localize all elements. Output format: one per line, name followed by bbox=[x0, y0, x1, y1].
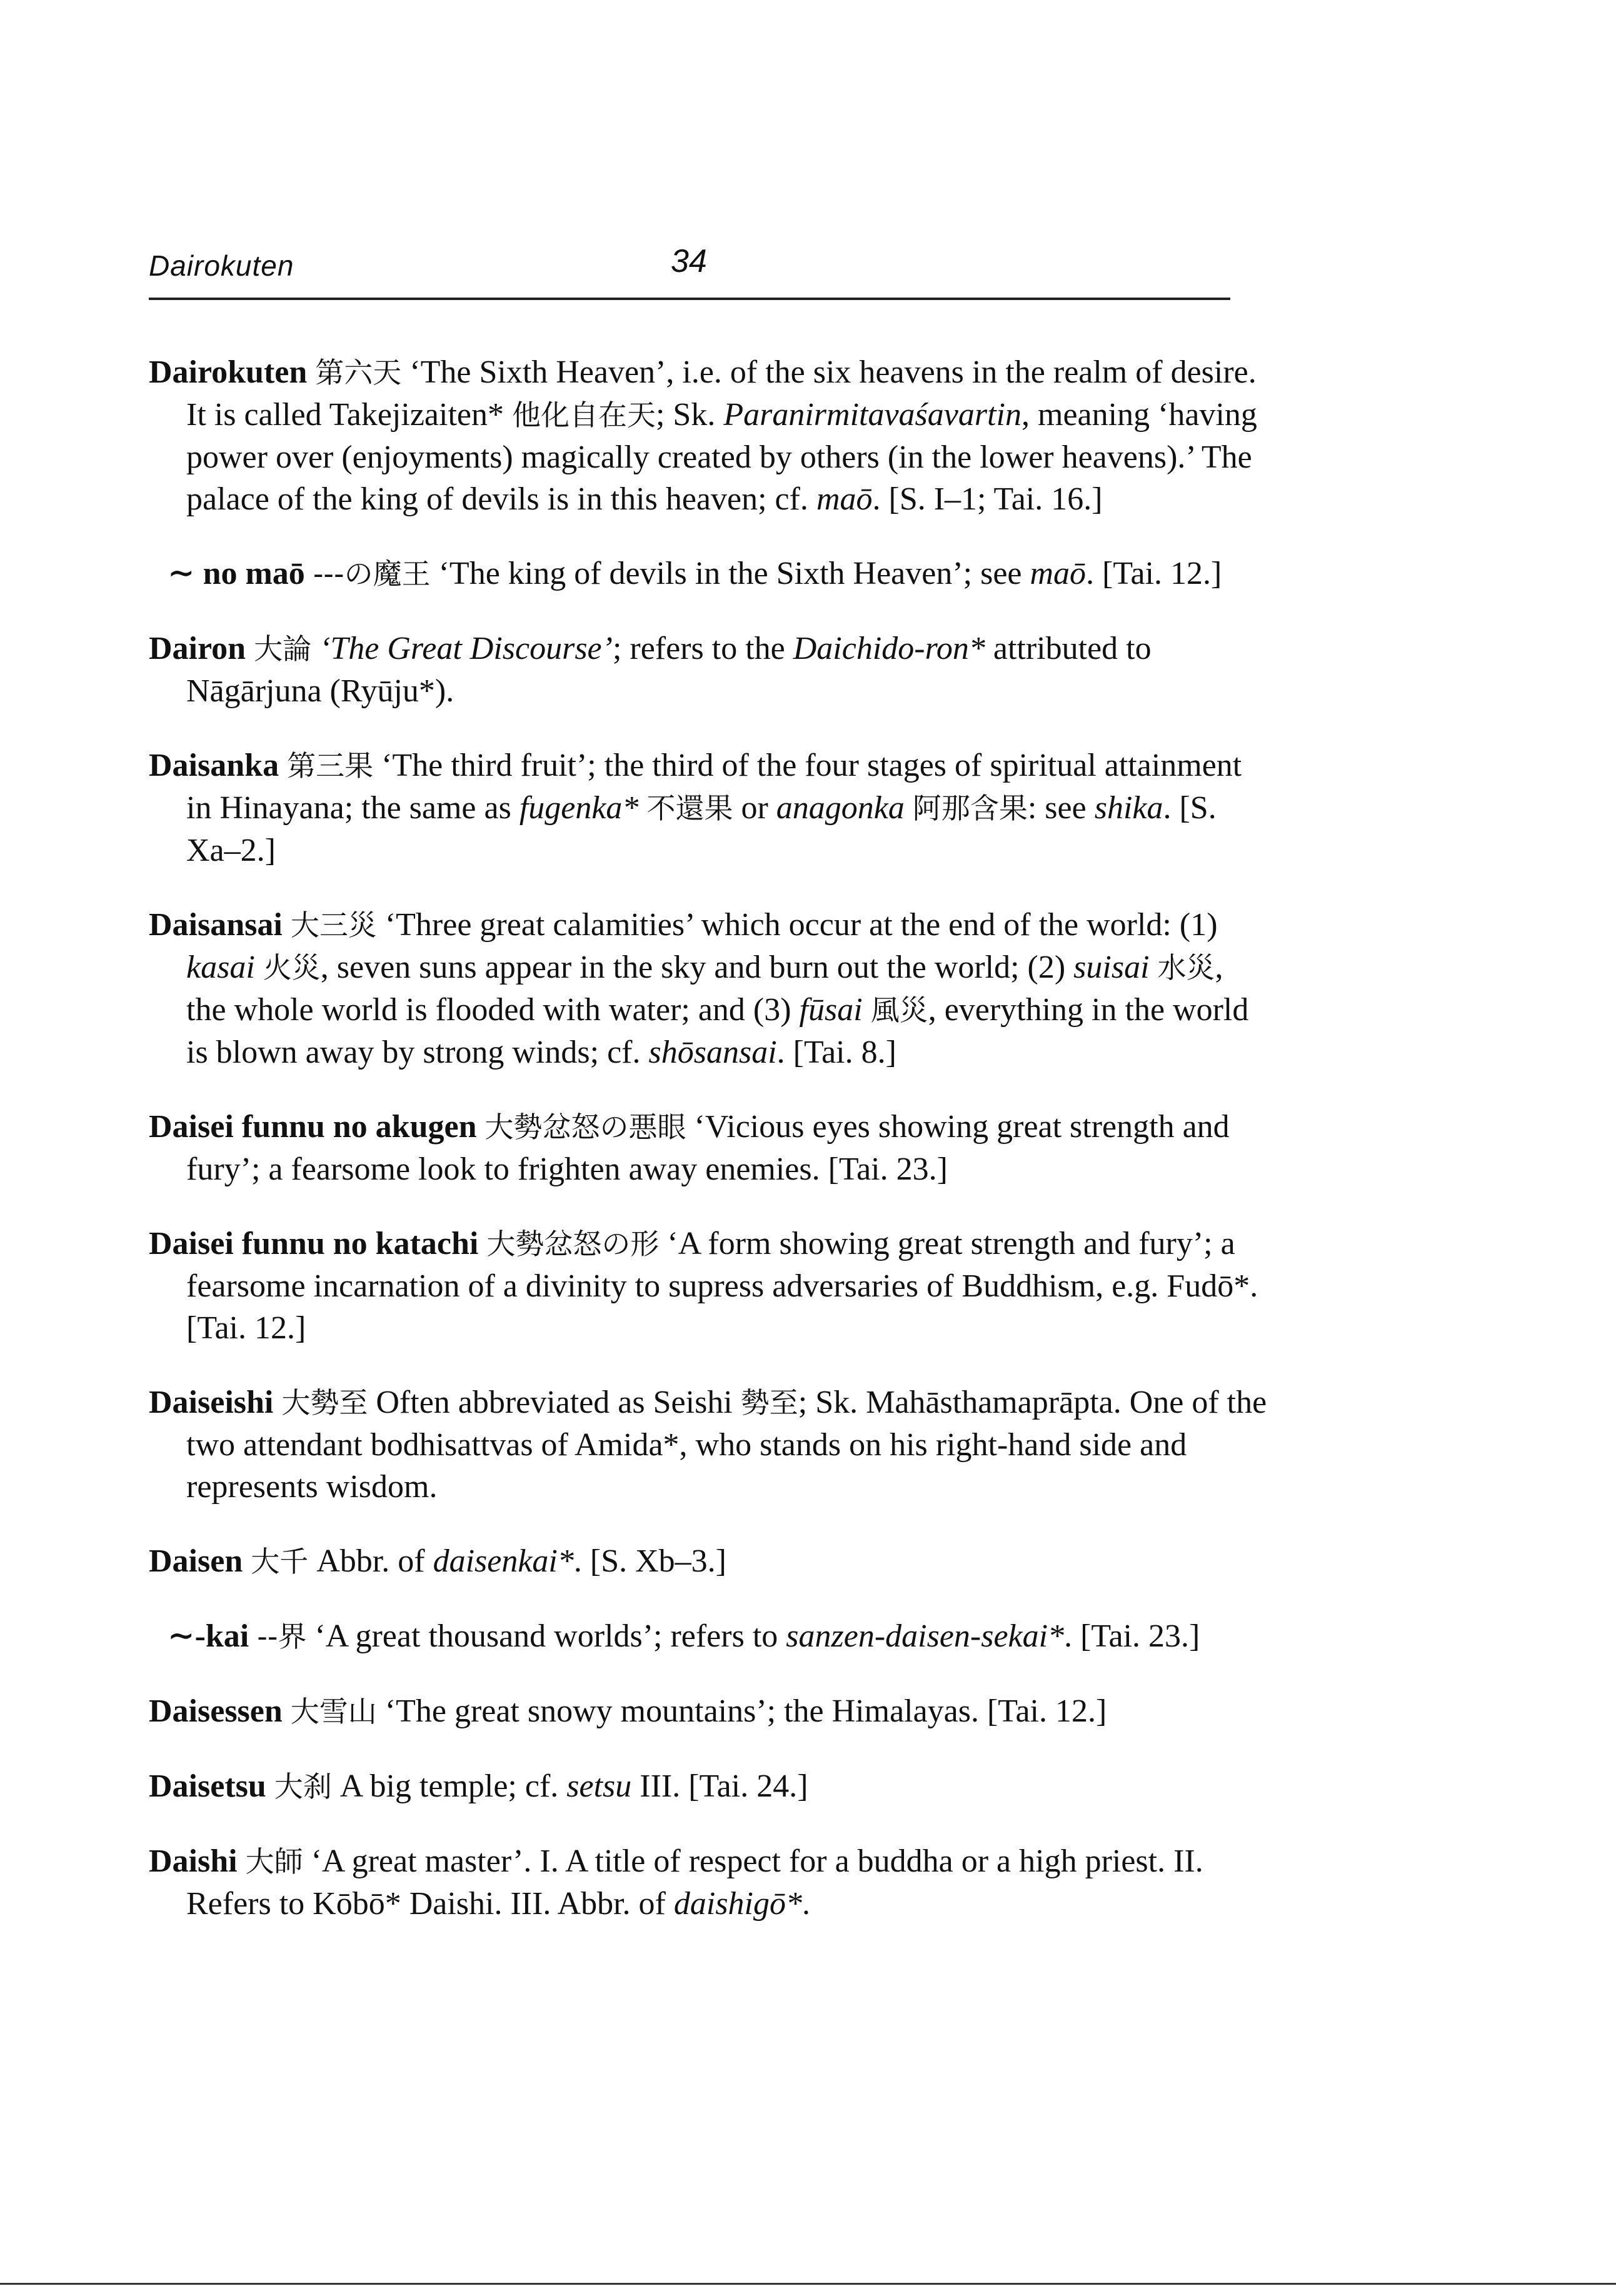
definition-text: ‘Three great calamities’ which occur at the end of the world: (1) bbox=[376, 907, 1218, 943]
headword: Daiseishi bbox=[149, 1385, 274, 1420]
headword: Daisetsu bbox=[149, 1768, 266, 1804]
headword-kanji: 大勢忿怒の悪眼 bbox=[484, 1110, 686, 1144]
italic-term: sanzen-daisen-sekai* bbox=[786, 1618, 1065, 1654]
page-number: 34 bbox=[671, 243, 707, 279]
italic-term: daishigō* bbox=[673, 1886, 803, 1922]
entry-dairokuten bbox=[149, 351, 1268, 520]
entry-daishi bbox=[149, 1840, 1268, 1925]
definition-text: A big temple; cf. bbox=[331, 1768, 567, 1804]
entry-daisei-funnu-no-akugen bbox=[149, 1106, 1268, 1190]
kanji-text: 阿那含果 bbox=[912, 791, 1028, 825]
scan-edge-line bbox=[0, 2283, 1616, 2285]
definition-text: ‘The great snowy mountains’; the Himalayas. [Tai. 12.] bbox=[376, 1693, 1107, 1729]
headword-kanji: ---の魔王 bbox=[313, 557, 431, 591]
headword: Daisei funnu no katachi bbox=[149, 1226, 479, 1261]
italic-term: maō bbox=[816, 481, 873, 517]
kanji-text: 不還果 bbox=[646, 791, 733, 825]
italic-term: maō bbox=[1030, 556, 1087, 591]
headword-kanji: --界 bbox=[257, 1620, 307, 1653]
headword-kanji: 大師 bbox=[245, 1845, 303, 1878]
italic-term: shōsansai bbox=[648, 1035, 777, 1070]
headword: Daisanka bbox=[149, 748, 279, 783]
page-header bbox=[149, 243, 1230, 305]
definition-text: . [S. Xa–2.] bbox=[186, 790, 1217, 868]
kanji-text: 勢至 bbox=[740, 1386, 798, 1420]
entry-daisetsu bbox=[149, 1765, 1268, 1808]
italic-term: Paranirmitavaśavartin bbox=[723, 397, 1022, 433]
headword-kanji: 大三災 bbox=[290, 908, 377, 942]
definition-text: . [S. I–1; Tai. 16.] bbox=[872, 481, 1103, 517]
definition-text: ; refers to the bbox=[612, 631, 793, 666]
headword: Daisessen bbox=[149, 1693, 283, 1729]
definition-text: . [Tai. 12.] bbox=[1086, 556, 1222, 591]
running-head: Dairokuten bbox=[149, 249, 294, 282]
definition-text: , meaning ‘having power over (enjoyments) magically created by others (in the lower heavens).’ The palace of the king of devils is in this heaven; cf. bbox=[186, 397, 1257, 517]
entry-daisessen bbox=[149, 1690, 1268, 1733]
italic-term: shika bbox=[1094, 790, 1163, 826]
italic-term: Daichido-ron* bbox=[793, 631, 985, 666]
headword: Dairokuten bbox=[149, 354, 308, 390]
definition-text: ‘Vicious eyes showing great strength and fury’; a fearsome look to frighten away enemies. [Tai. 23.] bbox=[186, 1109, 1230, 1187]
entry-daisen bbox=[149, 1540, 1268, 1583]
definition-text: ‘The king of devils in the Sixth Heaven’; see bbox=[430, 556, 1030, 591]
italic-term: fugenka* bbox=[519, 790, 639, 826]
definition-text: . [S. Xb–3.] bbox=[573, 1543, 726, 1579]
headword-kanji: 第三果 bbox=[287, 749, 374, 783]
headword-kanji: 大勢忿怒の形 bbox=[486, 1227, 660, 1261]
headword-kanji: 大千 bbox=[251, 1545, 309, 1578]
entry-daiseishi bbox=[149, 1381, 1268, 1508]
kanji-text: 火災 bbox=[263, 951, 321, 985]
header-rule bbox=[149, 298, 1230, 300]
entry-no-mao bbox=[168, 553, 1268, 595]
entry-daisei-funnu-no-katachi bbox=[149, 1223, 1268, 1349]
italic-term: kasai bbox=[186, 950, 255, 985]
headword: Dairon bbox=[149, 631, 246, 666]
kanji-text: 水災 bbox=[1157, 951, 1215, 985]
entry-daisanka bbox=[149, 744, 1268, 871]
headword: ∼ no maō bbox=[168, 556, 305, 591]
definition-text: : see bbox=[1027, 790, 1095, 826]
entry-dairon bbox=[149, 628, 1268, 712]
definition-text: Abbr. of bbox=[308, 1543, 433, 1579]
headword-kanji: 第六天 bbox=[315, 356, 402, 389]
headword-kanji: 大刹 bbox=[274, 1770, 332, 1803]
definition-text: , the whole world is flooded with water; and (3) bbox=[186, 950, 1223, 1028]
italic-term: ‘The Great Discourse’ bbox=[319, 631, 613, 666]
definition-text: . bbox=[802, 1886, 811, 1922]
entry-kai bbox=[168, 1615, 1268, 1658]
definition-text: , everything in the world is blown away by strong winds; cf. bbox=[186, 992, 1249, 1070]
headword-kanji: 大雪山 bbox=[290, 1695, 377, 1728]
definition-text: ‘A great master’. I. A title of respect for a buddha or a high priest. II. Refers to Kōbō* Daishi. III. Abbr. of bbox=[186, 1843, 1203, 1922]
headword-kanji: 大勢至 bbox=[281, 1386, 368, 1420]
definition-text: ; Sk. Mahāsthamaprāpta. One of the two attendant bodhisattvas of Amida*, who stands on his right-hand side and represents wisdom. bbox=[186, 1385, 1267, 1505]
definition-text: III. [Tai. 24.] bbox=[631, 1768, 808, 1804]
definition-text: or bbox=[733, 790, 776, 826]
headword: Daisen bbox=[149, 1543, 243, 1579]
definition-text: attributed to Nāgārjuna (Ryūju*). bbox=[186, 631, 1152, 709]
definition-text: ; Sk. bbox=[655, 397, 724, 433]
definition-text: ‘The Sixth Heaven’, i.e. of the six heavens in the realm of desire. It is called Takejizaiten* bbox=[186, 354, 1257, 433]
kanji-text: 他化自在天 bbox=[511, 398, 656, 432]
definition-text: ‘A great thousand worlds’; refers to bbox=[306, 1618, 786, 1654]
headword: Daisansai bbox=[149, 907, 283, 943]
definition-text: . [Tai. 8.] bbox=[776, 1035, 896, 1070]
headword: ∼-kai bbox=[168, 1618, 249, 1654]
dictionary-body bbox=[149, 319, 1268, 1942]
italic-term: fūsai bbox=[799, 992, 863, 1028]
definition-text: Often abbreviated as Seishi bbox=[368, 1385, 741, 1420]
definition-text: . [Tai. 23.] bbox=[1064, 1618, 1200, 1654]
kanji-text: 風災 bbox=[870, 993, 928, 1027]
entry-daisansai bbox=[149, 904, 1268, 1073]
definition-text: , seven suns appear in the sky and burn out the world; (2) bbox=[320, 950, 1074, 985]
definition-text: ‘A form showing great strength and fury’; a fearsome incarnation of a divinity to supress adversaries of Buddhism, e.g. Fudō*. [Tai. 12.] bbox=[186, 1226, 1258, 1346]
headword-kanji: 大論 bbox=[254, 632, 312, 666]
italic-term: anagonka bbox=[776, 790, 905, 826]
headword: Daisei funnu no akugen bbox=[149, 1109, 477, 1145]
italic-term: suisai bbox=[1073, 950, 1150, 985]
italic-term: setsu bbox=[566, 1768, 632, 1804]
italic-term: daisenkai* bbox=[433, 1543, 574, 1579]
headword: Daishi bbox=[149, 1843, 238, 1879]
definition-text: ‘The third fruit’; the third of the four stages of spiritual attainment in Hinayana; the same as bbox=[186, 748, 1242, 826]
